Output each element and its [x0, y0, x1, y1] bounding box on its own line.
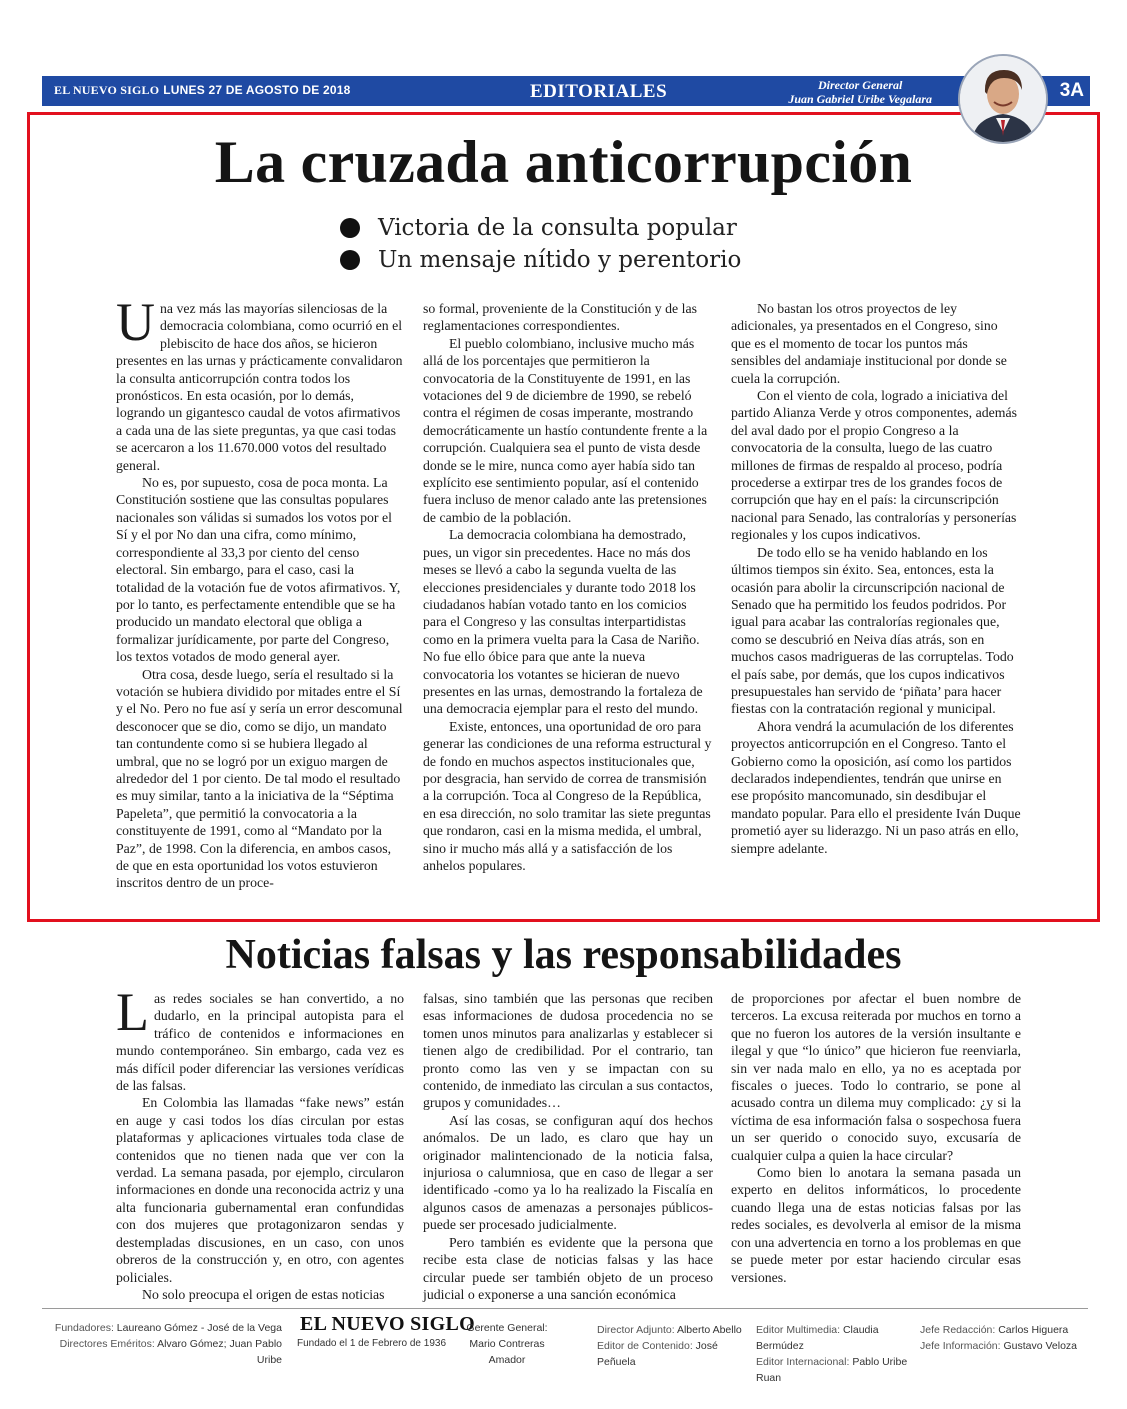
issue-date: LUNES 27 DE AGOSTO DE 2018: [163, 83, 351, 97]
director-credit: [788, 78, 932, 106]
footer-logo: EL NUEVO SIGLO: [300, 1313, 475, 1335]
paragraph: Ahora vendrá la acumulación de los diferentes proyectos anticorrupción en el Congreso. Tanto el Gobierno como la oposición, así como los partidos declarados independientes, tendrán que unirse en ese propósito mancomunado, sin desdibujar el mandato popular. Para ello el presidente Iván Duque prometió ayer su liderazgo. Ni un paso atrás en ello, siempre adelante.: [731, 718, 1021, 856]
footer-editors-b: Editor Multimedia: Claudia Bermúdez Editor Internacional: Pablo Uribe Ruan: [756, 1324, 908, 1384]
header-band: [42, 76, 1090, 106]
footer-editors-a: Director Adjunto: Alberto Abello Editor de Contenido: José Peñuela: [597, 1324, 742, 1368]
editorial-column-2: [423, 300, 713, 874]
footer-founded: Fundado el 1 de Febrero de 1936: [297, 1338, 446, 1349]
director-portrait: [958, 54, 1048, 144]
editorial-2-title: Noticias falsas y las responsabilidades: [225, 932, 902, 978]
paragraph: de proporciones por afectar el buen nombre de terceros. La excusa reiterada por muchos en torno a que no fueron los autores de la versión insultante e ilegal y que “lo único” que hicieron fue reenviarla, sin ver nada malo en ello, ya no es aceptada por fiscales o jueces. Todo lo contrario, se pone al acusado contra un dilema muy complicado: ¿y si la víctima de esa información falsa o sospechosa fuera un ser querido o conocido suyo, excusaría de cualquier culpa a quien la hace circular?: [731, 991, 1021, 1163]
footer-founders: Fundadores: Laureano Gómez - José de la Vega Directores Eméritos: Alvaro Gómez; Juan Pablo Uribe: [54, 1322, 282, 1366]
paragraph: Así las cosas, se configuran aquí dos hechos anómalos. De un lado, es claro que hay un originador malintencionado de la noticia falsa, injuriosa o calumniosa, que en caso de llegar a ser identificado -como ya lo ha realizado la Fiscalía en algunos casos de amenazas a personajes públicos- puede ser procesado judicialmente.: [423, 1112, 713, 1233]
footer-manager: Gerente General: Mario Contreras Amador: [466, 1322, 548, 1366]
paper-name: EL NUEVO SIGLO: [54, 83, 160, 97]
paragraph: De todo ello se ha venido hablando en los últimos tiempos sin éxito. Sea, entonces, esta la ocasión para abolir la circunscripción nacional de Senado que ha permitido los feudos podridos. Por igual para acabar las contralorías regionales que, como se descubrió en Neiva días atrás, son en muchos casos madrigueras de las corruptelas. Todo el país sabe, por demás, que los cupos indicativos presupuestales han servido de ‘piñata’ para hacer fiestas con la contratación regional y municipal.: [731, 544, 1014, 717]
editorial-bullets: [340, 212, 741, 276]
page-number: 3A: [1059, 80, 1084, 101]
editorial-2-column-2: [423, 990, 713, 1303]
bullet-dot-icon: [340, 250, 360, 270]
paragraph: Con el viento de cola, logrado a iniciativa del partido Alianza Verde y otros componentes, además del aval dado por el propio Congreso a la convocatoria de la consulta, luego de las cuatro millones de firmas de respaldo al proceso, podría procederse a extirpar tres de los grandes focos de corrupción que hay en el país: la circunscripción nacional para Senado, las contralorías y personerías regionales y los cupos indicativos.: [731, 388, 1017, 543]
paragraph: Como bien lo anotara la semana pasada un experto en delitos informáticos, lo procedente cuando llega una de estas noticias falsas por las redes sociales, es devolverla al emisor de la misma con una advertencia en torno a los problemas en que se puede meter por estar haciendo circular esas versiones.: [731, 1165, 1021, 1285]
paragraph: La democracia colombiana ha demostrado, pues, un vigor sin precedentes. Hace no más dos meses se llevó a cabo la segunda vuelta de las elecciones presidenciales y durante todo 2018 los ciudadanos habían votado tanto en los comicios para el Congreso y las consultas interpartidistas como en la primera vuelta para la Casa de Nariño. No fue ello óbice para que ante la nueva convocatoria los votantes se hicieran de nuevo presentes en las urnas, demostrando la fortaleza de una democracia ejemplar para el resto del mundo.: [423, 527, 703, 717]
paragraph: En Colombia las llamadas “fake news” están en auge y casi todos los días circulan por estas plataformas y aplicaciones virtuales toda clase de contenidos que no tienen nada que ver con la verdad. La semana pasada, por ejemplo, circularon informaciones en donde una reconocida actriz y una alta funcionaria gubernamental eran confundidas con dos mujeres que protagonizaron sendas y destempladas discusiones, en un caso, con unos obreros de la construcción y, en otro, con agentes policiales.: [116, 1095, 404, 1285]
director-title: Director General: [817, 78, 903, 92]
paragraph: so formal, proveniente de la Constitución y de las reglamentaciones correspondientes.: [423, 301, 697, 334]
bullet-item: [340, 212, 741, 244]
bullet-dot-icon: [340, 218, 360, 238]
paragraph: falsas, sino también que las personas que reciben esas informaciones de dudosa procedencia no se tomen unos minutos para analizarlas y establecer si tienen algo de credibilidad. Por el contrario, tan pronto como las ven y se impactan con su contenido, de inmediato las circulan a sus contactos, grupos y comunidades…: [423, 991, 713, 1111]
bullet-item: [340, 244, 741, 276]
drop-cap: L: [116, 982, 149, 1042]
masthead-date: [54, 83, 351, 98]
paragraph: Una vez más las mayorías silenciosas de la democracia colombiana, como ocurrió en el plebiscito de hace dos años, se hicieron presentes en las urnas y prácticamente convalidaron la consulta anticorrupción contra todos los pronósticos. En esta ocasión, por lo demás, logrando un gigantesco caudal de votos afirmativos a cada una de las siete preguntas, ya que casi todas se acercaron a los 11.670.000 votos del resultado general.: [116, 292, 403, 473]
section-title: EDITORIALES: [530, 81, 668, 102]
paragraph: Otra cosa, desde luego, sería el resultado si la votación se hubiera dividido por mitades entre el Sí y el No. Pero no fue así y sería un error descomunal desconocer que se dio, como se dijo, un mandato tan contundente como si se hubiera llegado al umbral, que no se logró por un exiguo margen de alrededor del 1 por ciento. De tal modo el resultado es muy similar, tanto a la iniciativa de la “Séptima Papeleta”, que permitió la convocatoria a la constituyente de 1991, como al “Mandato por la Paz”, de 1998. Con la diferencia, en ambos casos, de que en esta oportunidad los votos estuvieron inscritos dentro de un proce-: [116, 666, 403, 891]
editorial-title: La cruzada anticorrupción: [214, 129, 913, 195]
bullet-text: Victoria de la consulta popular: [378, 215, 737, 241]
paragraph: No es, por supuesto, cosa de poca monta. La Constitución sostiene que las consultas populares nacionales son válidas si sumados los votos por el Sí y el por No dan una cifra, como mínimo, correspondiente al 33,3 por ciento del censo electoral. Sin embargo, para el caso, casi la totalidad de la votación fue de votos afirmativos. Y, por lo tanto, es perfectamente entendible que se ha producido un mandato electoral que obliga a formalizar jurídicamente, por parte del Congreso, los textos votados de modo general ayer.: [116, 475, 401, 665]
paragraph: Pero también es evidente que la persona que recibe esta clase de noticias falsas y las hace circular puede ser también objeto de un proceso judicial o exponerse a una sanción económica: [423, 1234, 713, 1302]
paragraph: Existe, entonces, una oportunidad de oro para generar las condiciones de una reforma estructural y de fondo en muchos aspectos institucionales que, por desgracia, han servido de correa de transmisión a la corrupción. Toca al Congreso de la República, en esa dirección, no solo tramitar las siete preguntas que rondaron, casi en la misma medida, el umbral, sino ir mucho más allá y a satisfacción de los anhelos populares.: [423, 718, 712, 873]
footer-editors-c: Jefe Redacción: Carlos Higuera Jefe Información: Gustavo Veloza: [920, 1324, 1078, 1352]
editorial-2-column-3: [731, 990, 1021, 1286]
footer-rule: [42, 1308, 1088, 1309]
paragraph: Las redes sociales se han convertido, a no dudarlo, en la principal autopista para el tráfico de contenidos e informaciones en mundo contemporáneo. Sin embargo, cada vez es más difícil poder diferenciar las versiones verídicas de las falsas.: [116, 982, 404, 1094]
bullet-text: Un mensaje nítido y perentorio: [378, 247, 742, 273]
editorial-column-3: [731, 300, 1021, 857]
paragraph: El pueblo colombiano, inclusive mucho más allá de los porcentajes que permitieron la convocatoria de la Constituyente de 1991, en las votaciones del 9 de diciembre de 1990, se rebeló contra el régimen de cosas imperante, mostrando democráticamente un hastío contundente frente a la corrupción. Cualquiera sea el punto de vista desde donde se le mire, nunca como ayer había sido tan explícito ese sentimiento popular, así el contenido fuera incluso de menor calado ante las pretensiones de cambio de la población.: [423, 335, 708, 525]
editorial-column-1: [116, 292, 404, 892]
drop-cap: U: [116, 292, 155, 352]
director-name: Juan Gabriel Uribe Vegalara: [788, 92, 932, 106]
paragraph: No bastan los otros proyectos de ley adicionales, ya presentados en el Congreso, sino que es el momento de tocar los puntos más sensibles del andamiaje institucional por donde se cuela la corrupción.: [731, 301, 1007, 386]
paragraph: No solo preocupa el origen de estas noticias: [142, 1286, 385, 1302]
editorial-2-column-1: [116, 982, 404, 1303]
